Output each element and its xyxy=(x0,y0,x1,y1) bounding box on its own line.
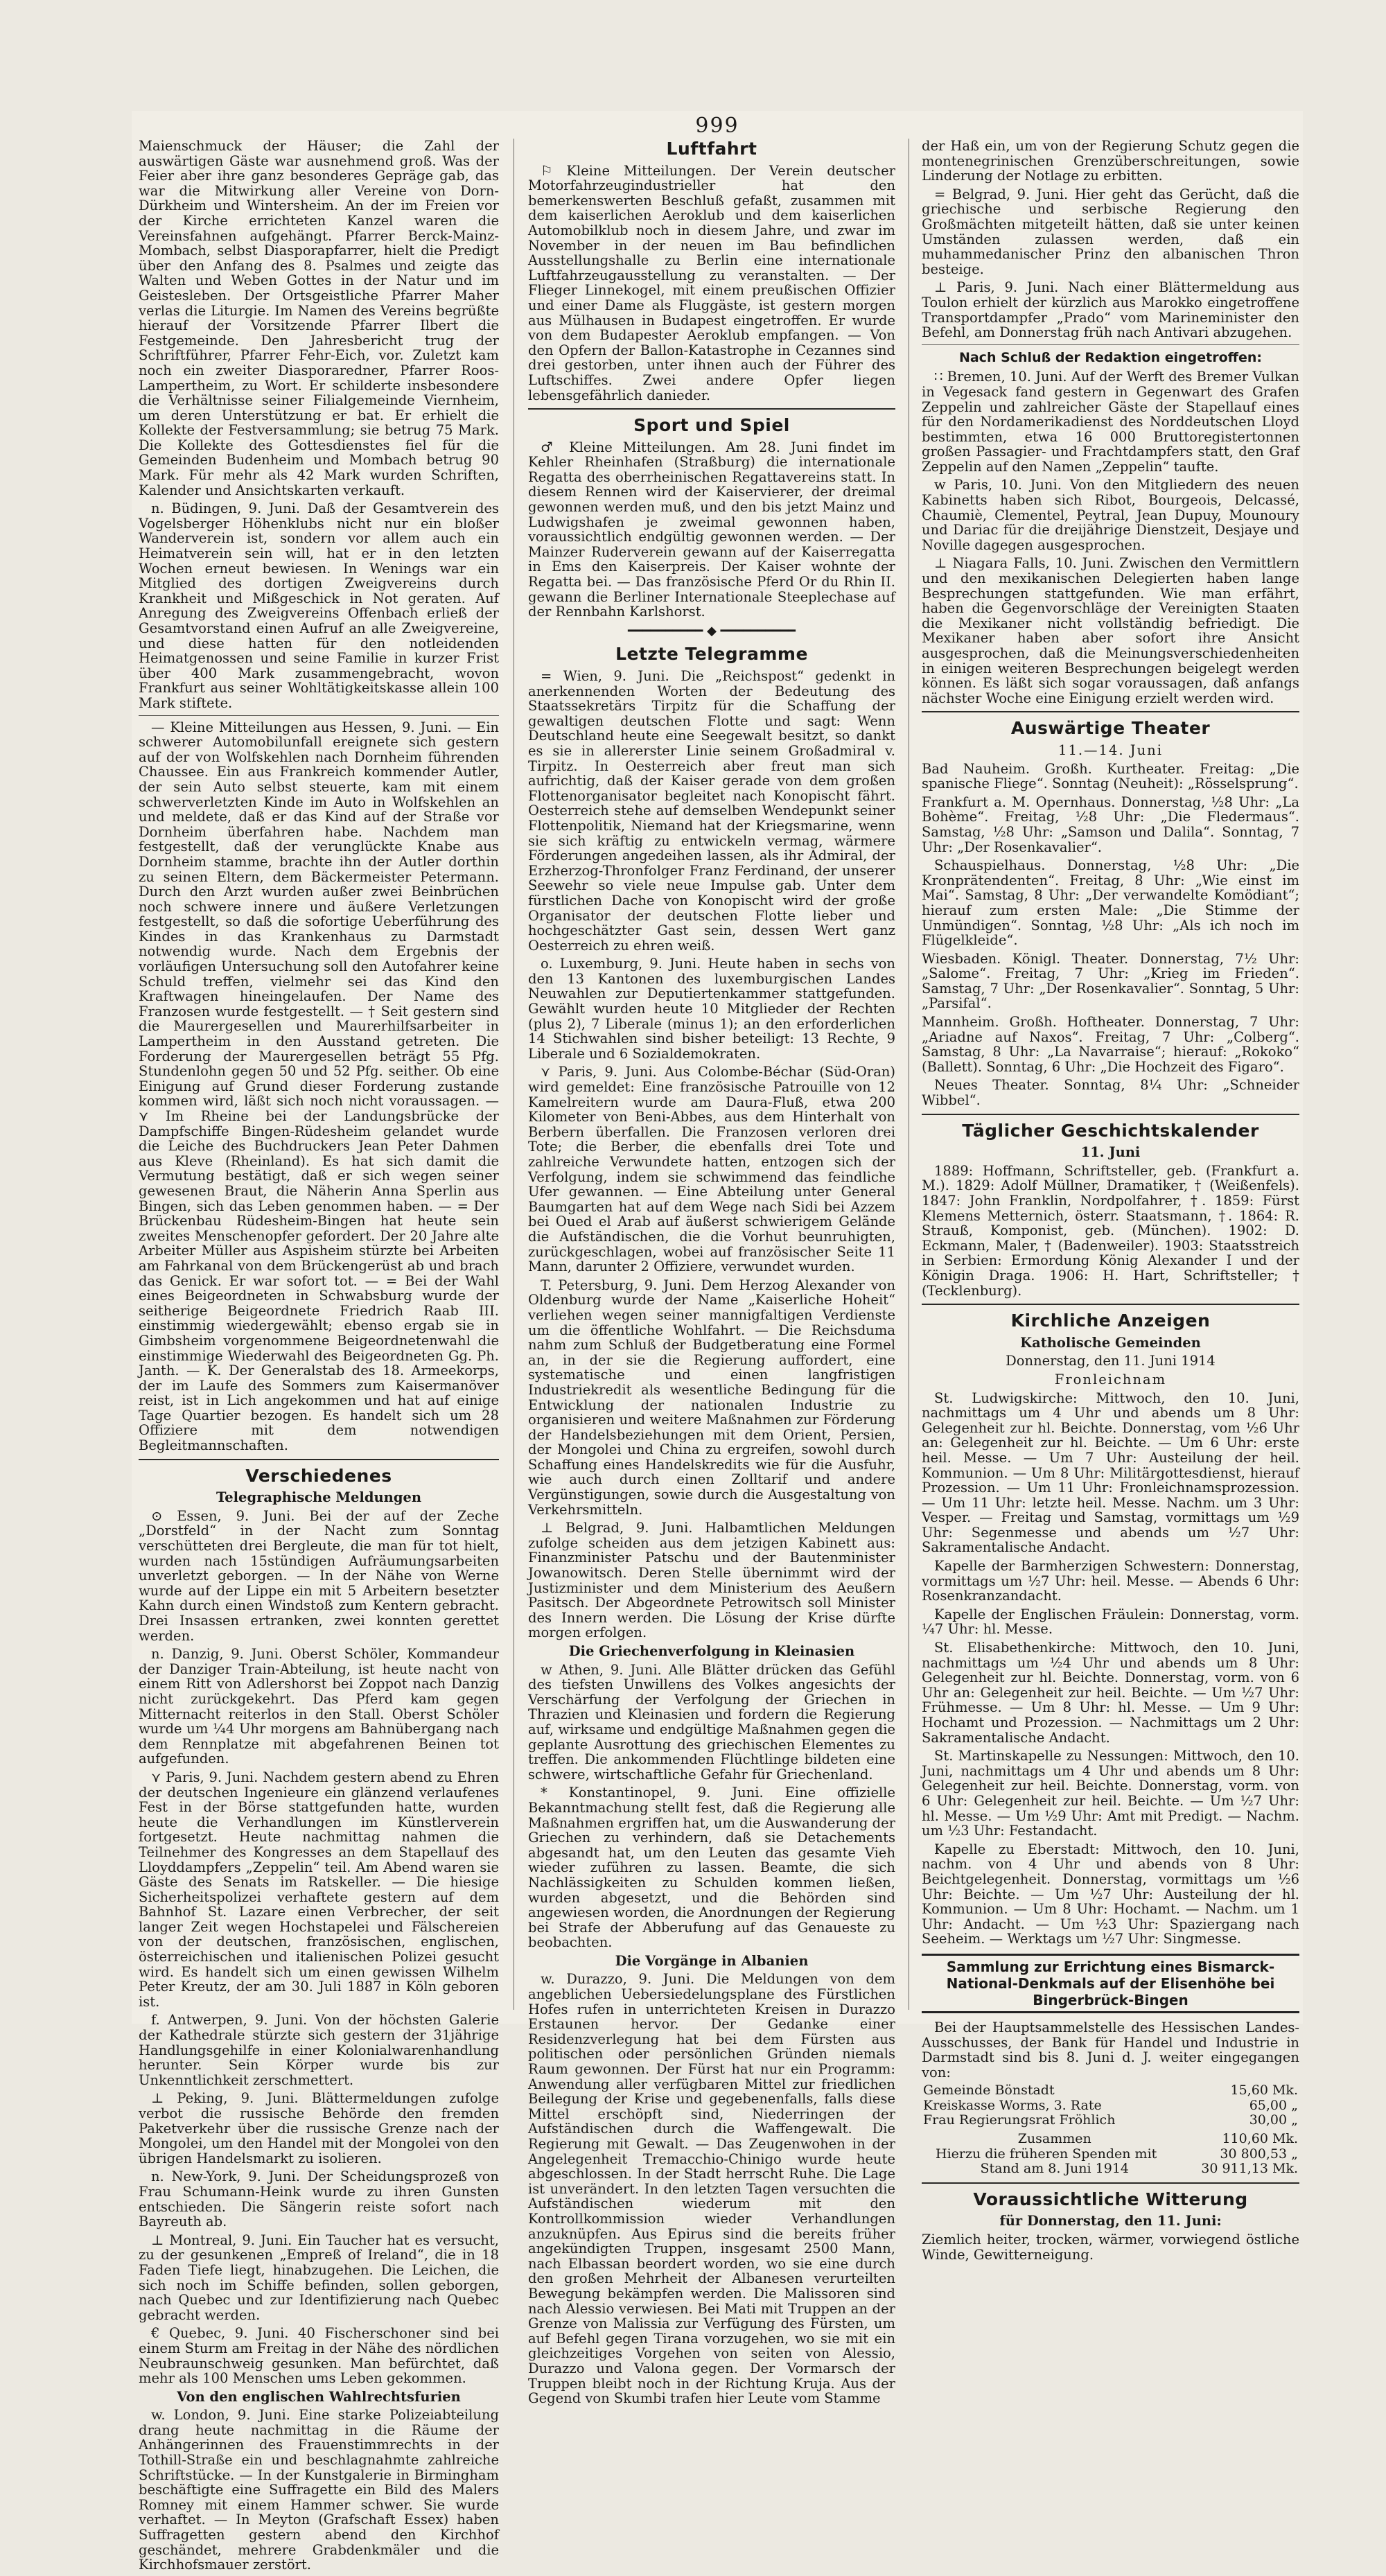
article-text: ⊥ Peking, 9. Juni. Blättermeldungen zufolge verbot die russische Behörde den fremden Paketverkehr über die russische Grenze nach der Mongolei, um den Handel mit der Mongolei von den übrigen Handelsmarkt zu isolieren. xyxy=(139,2090,499,2166)
article-text: T. Petersburg, 9. Juni. Dem Herzog Alexander von Oldenburg wurde der Name „Kaiserliche Hoheit“ verliehen wegen seiner mannigfaltigen Verdienste um die öffentliche Wohlfahrt. — Die Reichsduma nahm zum Schluß der Budgetberatung eine Formel an, in der sie die Regierung auffordert, eine systematische und einen langfristigen Industriekredit als wesentliche Bedingung für die Entwicklung der nationalen Industrie zu organisieren und weitere Maßnahmen zur Förderung der Handelsbeziehungen mit dem Orient, Persien, der Mongolei und China zu ergreifen, sowohl durch Schaffung eines Handelskredits wie für die Ausfuhr, wie auch durch einen Zolltarif und andere Vergünstigungen, sowie durch die Ausgestaltung von Verkehrsmitteln. xyxy=(528,1277,895,1518)
service-entry: St. Elisabethenkirche: Mittwoch, den 10. Juni, nachmittags um ½4 Uhr und abends um 8 Uhr: Gelegenheit zur hl. Beichte. Donnerstag, vorm. von 6 Uhr an: Gelegenheit zur heil. Beichte. — Um ½7 Uhr: Frühmesse. — Um 8 Uhr: hl. Messe. — Um 9 Uhr: Hochamt und Prozession. — Nachmittags um 2 Uhr: Sakramentalische Andacht. xyxy=(922,1640,1299,1746)
article-text: f. Antwerpen, 9. Juni. Von der höchsten Galerie der Kathedrale stürzte sich gestern der 31jährige Handlungsgehilfe in einer Kolonialwarenhandlung herunter. Sein Körper wurde bis zur Unkenntlichkeit zerschmettert. xyxy=(139,2012,499,2088)
subheading: Telegraphische Meldungen xyxy=(216,1489,422,1506)
article-text: ⊥ Montreal, 9. Juni. Ein Taucher hat es versucht, zu der gesunkenen „Empreß of Ireland“, die in 18 Faden Tiefe liegt, hinabzugehen. Die Leichen, die sich noch im Schiffe befinden, sollen geborgen, nach Quebec und zur Identifizierung nach Quebec gebracht werden. xyxy=(139,2232,499,2323)
divider xyxy=(528,408,895,410)
article-text: ⊙ Essen, 9. Juni. Bei der auf der Zeche „Dorstfeld“ in der Nacht zum Sonntag verschütteten drei Bergleute, die man für tot hielt, wurden nach 15stündigen Aufräumungsarbeiten unverletzt geborgen. — In der Nähe von Werne wurde auf der Lippe ein mit 5 Arbeitern besetzter Kahn durch einen Windstoß zum Kentern gebracht. Drei Insassen ertranken, zwei konnten gerettet werden. xyxy=(139,1507,499,1644)
donor-name: Kreiskasse Worms, 3. Rate xyxy=(923,2097,1102,2113)
donation-amount: 15,60 Mk. xyxy=(1230,2083,1298,2099)
prev-label: Hierzu die früheren Spenden mit xyxy=(936,2146,1157,2162)
article-text: w Paris, 10. Juni. Von den Mitgliedern des neuen Kabinetts haben sich Ribot, Bourgeois, Delcassé, Chaumiè, Clementel, Peytral, Jean Dupuy, Mounoury und Dariac für die dreijährige Dienstzeit, Desjaye und Noville dagegen ausgesprochen. xyxy=(922,477,1299,553)
article-text: ♂ Kleine Mitteilungen. Am 28. Juni findet im Kehler Rheinhafen (Straßburg) die internationale Regatta des oberrheinischen Regattavereins statt. In diesem Rennen wird der Kaiservierer, der dreimal gewonnen werden muß, und den bis jetzt Mainz und Ludwigshafen je zweimal gewonnen haben, voraussichtlich endgültig gewonnen werden. — Der Mainzer Ruderverein gewann auf der Kaiserregatta in Ems den Kaiserpreis. Der Kaiser wohnte der Regatta bei. — Das französische Pferd Or du Rhin II. gewann die Berliner Internationale Steeplechase auf der Rennbahn Karlshorst. xyxy=(528,439,895,620)
section-heading: Verschiedenes xyxy=(245,1465,392,1486)
donation-intro: Bei der Hauptsammelstelle des Hessischen Landes-Ausschusses, der Bank für Handel und Industrie in Darmstadt sind bis 8. Juni d. J. weiter eingegangen von: xyxy=(922,2019,1299,2080)
donation-amount: 30,00 „ xyxy=(1249,2112,1298,2128)
divider xyxy=(922,711,1299,712)
donor-name: Frau Regierungsrat Fröhlich xyxy=(923,2112,1116,2128)
total-label: Stand am 8. Juni 1914 xyxy=(980,2161,1129,2177)
divider xyxy=(922,1304,1299,1305)
article-text: w Athen, 9. Juni. Alle Blätter drücken das Gefühl des tiefsten Unwillens des Volkes angesichts der Verschärfung der Verfolgung der Griechen in Thrazien und Kleinasien und fordern die Regierung auf, wirksame und endgültige Maßnahmen gegen die geplante Ausrottung des griechischen Elementes zu treffen. Die ankommenden Flüchtlinge bildeten eine schwere, wirtschaftliche Gefahr für Griechenland. xyxy=(528,1661,895,1782)
theater-entry: Bad Nauheim. Großh. Kurtheater. Freitag: „Die spanische Fliege“. Sonntag (Neuheit): „Rösselsprung“. xyxy=(922,760,1299,792)
sum-label: Zusammen xyxy=(1017,2131,1091,2147)
table-row xyxy=(922,2147,1299,2162)
section-heading: Letzte Telegramme xyxy=(615,644,808,665)
donation-title: Sammlung zur Errichtung eines Bismarck-National-Denkmals auf der Elisenhöhe bei Bingerbrück-Bingen xyxy=(946,1958,1275,2008)
article-text: ⊥ Paris, 9. Juni. Nach einer Blättermeldung aus Toulon erhielt der kürzlich aus Marokko eingetroffene Transportdampfer „Prado“ vom Marineminister den Befehl, am Donnerstag früh nach Antivari abzugehen. xyxy=(922,279,1299,341)
weather-date: für Donnerstag, den 11. Juni: xyxy=(999,2213,1222,2229)
article-text: der Haß ein, um von der Regierung Schutz gegen die montenegrinischen Grenzüberschreitungen, sowie Linderung der Notlage zu erbitten. xyxy=(922,138,1299,184)
article-text: ⋎ Paris, 9. Juni. Aus Colombe-Béchar (Süd-Oran) wird gemeldet: Eine französische Patrouille von 12 Kamelreitern wurde am Daura-Fluß, etwa 200 Kilometer von Beni-Abbes, aus dem Hinterhalt von Berbern überfallen. Die Franzosen verloren drei Tote; die Berber, die ebenfalls drei Tote und zahlreiche Verwundete hatten, entzogen sich der Verfolgung, indem sie schwimmend das feindliche Ufer gewannen. — Eine Abteilung unter General Baumgarten hat auf dem Wege nach Sidi bei Azzem bei Oued el Arab auf äußerst schwierigem Gelände die Aufständischen, die die Vorhut beunruhigten, zurückgeschlagen, wobei auf französischer Seite 11 Mann, darunter 2 Offiziere, verwundet wurden. xyxy=(528,1064,895,1275)
service-entry: Kapelle der Englischen Fräulein: Donnerstag, vorm. ¼7 Uhr: hl. Messe. xyxy=(922,1606,1299,1638)
article-text: n. Danzig, 9. Juni. Oberst Schöler, Kommandeur der Danziger Train-Abteilung, ist heute nacht von einem Ritt von Adlershorst bei Zoppot nach Danzig nicht zurückgekehrt. Das Pferd kam gegen Mitternacht reiterlos in den Stall. Oberst Schöler wurde um ¼4 Uhr morgens am Bahnübergang nach dem Rennplatze mit abgefahrenen Beinen tot aufgefunden. xyxy=(139,1646,499,1767)
theater-entry: Neues Theater. Sonntag, 8¼ Uhr: „Schneider Wibbel“. xyxy=(922,1077,1299,1109)
divider xyxy=(922,1114,1299,1115)
article-text: w. Durazzo, 9. Juni. Die Meldungen von dem angeblichen Uebersiedelungsplane des Fürstlichen Hofes rufen in unterrichteten Kreisen in Durazzo Erstaunen hervor. Der Gedanke einer Residenzverlegung hat bei dem Fürsten aus politischen oder persönlichen Gründen niemals Raum gewonnen. Der Fürst hat nur ein Programm: Anwendung aller verfügbaren Mittel zur friedlichen Beilegung der Krise und gegebenenfalls, falls diese Mittel erschöpft sind, Niederringen der Aufständischen durch die Waffengewalt. Die Regierung mit Gewalt. — Das Zeugenwohen in der Angelegenheit Tremacchio-Chinigo wurde heute abgeschlossen. In der Stadt herrscht Ruhe. Die Lage ist unverändert. In den letzten Tagen versuchten die Aufständischen wiederum mit den Kontrollkommission wieder Verhandlungen anzuknüpfen. Aus Epirus sind die bereits früher angekündigten Truppen, insgesamt 2500 Mann, nach Elbassan beordert worden, wo sie eine durch den großen Mehrheit der Albanesen verurteilten Bewegung bekämpfen werden. Die Malissoren sind nach Alessio verwiesen. Bei Mati mit Truppen an der Grenze von Malissia zur Verfügung des Fürsten, um auf Befehl gegen Tirana vorzugehen, wo sie mit ein gleichzeitiges Vorgehen von seiten von Alessio, Durazzo und Valona gegen. Der Vormarsch der Truppen bleibt noch in der Richtung Kruja. Aus der Gegend von Skumbi trafen hier Leute vom Stamme xyxy=(528,1971,895,2407)
section-heading: Nach Schluß der Redaktion eingetroffen: xyxy=(958,349,1263,365)
donation-notice xyxy=(922,1954,1299,2013)
article-text: ⊥ Niagara Falls, 10. Juni. Zwischen den Vermittlern und den mexikanischen Delegierten haben lange Besprechungen stattgefunden. Wie man erfährt, haben die Gegenvorschläge der Vereinigten Staaten die Mexikaner nicht vollständig befriedigt. Die Mexikaner haben aber sofort ihre Ansicht ausgesprochen, daß die Meinungsverschiedenheiten in einigen weiteren Besprechungen beigelegt werden können. Es läßt sich sogar voraussagen, daß anfangs nächster Woche eine Einigung erzielt werden wird. xyxy=(922,555,1299,706)
column-3 xyxy=(922,139,1299,2266)
service-entry: Kapelle zu Eberstadt: Mittwoch, den 10. Juni, nachm. von 4 Uhr und abends von 8 Uhr: Beichtgelegenheit. Donnerstag, vormittags um ½6 Uhr: Beichte. — Um ½7 Uhr: Austeilung der hl. Kommunion. — Um 8 Uhr: Hochamt. — Nachm. um 1 Uhr: Andacht. — Um ½3 Uhr: Spaziergang nach Seeheim. — Werktags um ½7 Uhr: Singmesse. xyxy=(922,1841,1299,1947)
feast-name: Fronleichnam xyxy=(1054,1371,1167,1387)
prev-value: 30 800,53 „ xyxy=(1220,2146,1298,2162)
table-row xyxy=(922,2162,1299,2177)
weather-text: Ziemlich heiter, trocken, wärmer, vorwiegend östliche Winde, Gewitterneigung. xyxy=(922,2232,1299,2263)
article-text: € Quebec, 9. Juni. 40 Fischerschoner sind bei einem Sturm am Freitag in der Nähe des nördlichen Neubraunschweig gesunken. Man befürchtet, daß mehr als 100 Menschen ums Leben gekommen. xyxy=(139,2325,499,2387)
article-text: ⊥ Belgrad, 9. Juni. Halbamtlichen Meldungen zufolge scheiden aus dem jetzigen Kabinett aus: Finanzminister Patschu und der Bautenminister Jowanowitsch. Deren Stelle übernimmt wird der Justizminister und dem Ministerium des Aeußern Pasitsch. Der Abgeordnete Petrowitsch soll Minister des Innern werden. Die Lösung der Krise dürfte morgen erfolgen. xyxy=(528,1520,895,1641)
subheading: Die Vorgänge in Albanien xyxy=(615,1952,809,1969)
article-text: o. Luxemburg, 9. Juni. Heute haben in sechs von den 13 Kantonen des luxemburgischen Landes Neuwahlen zur Deputiertenkammer stattgefunden. Gewählt wurden heute 10 Mitglieder der Rechten (plus 2), 7 Liberale (minus 1); an den erforderlichen 14 Stichwahlen sind bisher beteiligt: 13 Rechte, 9 Liberale und 6 Sozialdemokraten. xyxy=(528,956,895,1062)
table-row xyxy=(922,2083,1299,2099)
section-heading: Sport und Spiel xyxy=(633,415,790,436)
section-heading: Kirchliche Anzeigen xyxy=(1010,1311,1211,1331)
section-heading: Luftfahrt xyxy=(666,139,757,159)
column-2 xyxy=(528,139,895,2410)
table-row xyxy=(922,2113,1299,2128)
table-row xyxy=(922,2099,1299,2114)
service-entry: Kapelle der Barmherzigen Schwestern: Donnerstag, vormittags um ½7 Uhr: heil. Messe. — Abends 6 Uhr: Rosenkranzandacht. xyxy=(922,1558,1299,1604)
ornament-divider: ━━━━━━━━━━ ◆ ━━━━━━━━━━ xyxy=(627,623,796,638)
calendar-date: 11. Juni xyxy=(1080,1144,1141,1161)
subheading: Von den englischen Wahlrechtsfurien xyxy=(177,2388,461,2405)
article-text: * Konstantinopel, 9. Juni. Eine offizielle Bekanntmachung stellt fest, daß die Regierung alle Maßnahmen ergriffen hat, um die Auswanderung der Griechen zu verhindern, daß sie Detachements abgesandt hat, um den Leuten das gesamte Vieh wieder zuführen zu lassen. Beamte, die sich Nachlässigkeiten zu Schulden kommen ließen, wurden abgesetzt, und die Behörden sind angewiesen worden, die Anordnungen der Regierung bei Strafe der Abberufung auf das Genaueste zu beobachten. xyxy=(528,1785,895,1951)
article-text: ⚐ Kleine Mitteilungen. Der Verein deutscher Motorfahrzeugindustrieller hat den bemerkenswerten Beschluß gefaßt, zusammen mit dem kaiserlichen Aeroklub und dem kaiserlichen Automobilklub noch in diesem Jahre, und zwar im November in der neuen im Bau befindlichen Ausstellungshalle zu Berlin eine internationale Luftfahrzeugausstellung zu veranstalten. — Der Flieger Linnekogel, mit einem preußischen Offizier und einer Dame als Fluggäste, ist gestern morgen aus Mülhausen in Budapest eingetroffen. Er wurde von dem Budapester Aeroklub empfangen. — Von den Opfern der Ballon-Katastrophe in Cezannes sind drei gestorben, unter ihnen auch der Führer des Luftschiffes. Zwei andere Opfer liegen lebensgefährlich danieder. xyxy=(528,162,895,403)
subheading: Die Griechenverfolgung in Kleinasien xyxy=(568,1643,855,1659)
service-date: Donnerstag, den 11. Juni 1914 xyxy=(1006,1353,1216,1369)
article-text: ∷ Bremen, 10. Juni. Auf der Werft des Bremer Vulkan in Vegesack fand gestern in Gegenwart des Grafen Zeppelin und zahlreicher Gäste der Stapellauf eines für den Nordamerikadienst des Norddeutschen Lloyd bestimmten, etwa 16 000 Bruttoregistertonnen großen Passagier- und Frachtdampfers statt, den Graf Zeppelin auf den Namen „Zeppelin“ taufte. xyxy=(922,369,1299,475)
theater-entry: Schauspielhaus. Donnerstag, ½8 Uhr: „Die Kronprätendenten“. Freitag, 8 Uhr: „Wie einst im Mai“. Samstag, 8 Uhr: „Der verwandelte Komödiant“; hierauf zum ersten Male: „Die Stimme der Unmündigen“. Sonntag, ½8 Uhr: „Als ich noch im Flügelkleide“. xyxy=(922,857,1299,949)
article-text: w. London, 9. Juni. Eine starke Polizeiabteilung drang heute nachmittag in die Räume der Anhängerinnen des Frauenstimmrechts in der Tothill-Straße ein und beschlagnahmte zahlreiche Schriftstücke. — In der Kunstgalerie in Birmingham beschäftigte eine Suffragette ein Bild des Malers Romney mit einem Hammer schwer. Sie wurde verhaftet. — In Meyton (Grafschaft Essex) haben Suffragetten gestern abend den Kirchhof geschändet, mehrere Grabdenkmäler und die Kirchhofsmauer zerstört. xyxy=(139,2407,499,2573)
newspaper-page xyxy=(132,111,1303,2573)
total-value: 30 911,13 Mk. xyxy=(1201,2161,1298,2177)
donation-totals xyxy=(922,2132,1299,2177)
table-row xyxy=(922,2132,1299,2147)
donation-table xyxy=(922,2083,1299,2128)
service-entry: St. Martinskapelle zu Nessungen: Mittwoch, den 10. Juni, nachmittags um 4 Uhr und abends um 8 Uhr: Gelegenheit zur heil. Beichte. Donnerstag, vorm. von 6 Uhr: Gelegenheit zur heil. Beichte. — Um ½7 Uhr: hl. Messe. — Um ½9 Uhr: Amt mit Predigt. — Nachm. um ½3 Uhr: Festandacht. xyxy=(922,1748,1299,1839)
article-text: = Belgrad, 9. Juni. Hier geht das Gerücht, daß die griechische und serbische Regierung den Großmächten mitgeteilt hätten, daß sie unter keinen Umständen zulassen werden, daß ein muhammedanischer Prinz den albanischen Thron besteige. xyxy=(922,186,1299,277)
divider xyxy=(922,2182,1299,2184)
calendar-text: 1889: Hoffmann, Schriftsteller, geb. (Frankfurt a. M.). 1829: Adolf Müllner, Dramatiker, † (Weißenfels). 1847: John Franklin, Nordpolfahrer, †. 1859: Fürst Klemens Metternich, österr. Staatsmann, †. 1864: R. Strauß, Komponist, geb. (München). 1902: D. Eckmann, Maler, † (Badenweiler). 1903: Staatsstreich in Serbien: Ermordung König Alexander I und der Königin Draga. 1906: H. Hart, Schriftsteller; † (Tecklenburg). xyxy=(922,1162,1299,1299)
section-heading: Auswärtige Theater xyxy=(1010,718,1211,739)
divider xyxy=(922,344,1299,345)
article-text: n. Büdingen, 9. Juni. Daß der Gesamtverein des Vogelsberger Höhenklubs nicht nur ein bloßer Wanderverein ist, sondern vor allem auch ein Heimatverein sein will, hat er in den letzten Wochen erneut bewiesen. In Wenings war ein Mitglied des dortigen Zweigvereins durch Krankheit und Mißgeschick in Not geraten. Auf Anregung des Zweigvereins Offenbach erließ der Gesamtvorstand einen Aufruf an alle Zweigvereine, und diese hatten für den notleidenden Heimatgenossen und seine Familie in kurzer Frist über 400 Mark zusammengebracht, wovon Frankfurt aus seiner Wohltätigkeitskasse allein 100 Mark stiftete. xyxy=(139,500,499,711)
article-text: Maienschmuck der Häuser; die Zahl der auswärtigen Gäste war ausnehmend groß. Was der Feier aber ihre ganz besonderes Gepräge gab, das war die Mitwirkung aller Vereine von Dorn-Dürkheim und Wintersheim. An der im Freien vor der Kirche errichteten Kanzel waren die Vereinsfahnen aufgehängt. Pfarrer Berck-Mainz-Mombach, selbst Diasporapfarrer, hielt die Predigt über den Anfang des 8. Psalmes und zeigte das Walten und Weben Gottes in der Natur und im Geistesleben. Der Ortsgeistliche Pfarrer Maher verlas die Liturgie. Im Namen des Vereins begrüßte hierauf der Vorsitzende Pfarrer Ilbert die Festgemeinde. Den Jahresbericht trug der Schriftführer, Pfarrer Fehr-Eich, vor. Zuletzt kam noch ein zweiter Diasporaredner, Pfarrer Roos-Lampertheim, zu Wort. Er schilderte insbesondere die Verhältnisse seiner Filialgemeinde Viernheim, um deren Unterstützung er bat. Er erhielt die Kollekte der Festversammlung; sie betrug 75 Mark. Die Kollekte des Gottesdienstes fiel für die Gemeinden Budenheim und Mombach betrug 90 Mark. Für mehr als 42 Mark wurden Schriften, Kalender und Ansichtskarten verkauft. xyxy=(139,138,499,498)
section-heading: Voraussichtliche Witterung xyxy=(973,2189,1248,2209)
subheading: Katholische Gemeinden xyxy=(1020,1334,1201,1351)
article-text: = Wien, 9. Juni. Die „Reichspost“ gedenkt in anerkennenden Worten der Bedeutung des Staatssekretärs Tirpitz für die Schaffung der gewaltigen deutschen Flotte und sagt: Wenn Deutschland heute eine Seegewalt besitzt, so dankt es sie in allererster Linie seinem Großadmiral v. Tirpitz. In Oesterreich aber freut man sich aufrichtig, daß der Kaiser gerade von dem großen Flottenorganisator begleitet nach Konopischt fährt. Oesterreich stehe auf demselben Wendepunkt seiner Flottenpolitik, Niemand hat der Kriegsmarine, wenn sie sich kräftig zu entwickeln vermag, wärmere Förderungen angedeihen lassen, als ihr Admiral, der Erzherzog-Thronfolger Franz Ferdinand, der unserer Seewehr so viele neue Impulse gab. Unter dem fürstlichen Dache von Konopischt wird der große Organisator der deutschen Flotte lieber und hochgeschätzter Gast sein, dessen Wert ganz Oesterreich zu ehren weiß. xyxy=(528,668,895,954)
service-entry: St. Ludwigskirche: Mittwoch, den 10. Juni, nachmittags um 4 Uhr und abends um 8 Uhr: Gelegenheit zur hl. Beichte. Donnerstag, vom ½6 Uhr an: Gelegenheit zur hl. Beichte. — Um 6 Uhr: erste heil. Messe. — Um 7 Uhr: Austeilung der heil. Kommunion. — Um 8 Uhr: Militärgottesdienst, hierauf Prozession. — Um 11 Uhr: Fronleichnamsprozession. — Um 11 Uhr: letzte heil. Messe. Nachm. um 3 Uhr: Vesper. — Freitag und Samstag, vormittags um ½9 Uhr: Segenmesse und abends um ½7 Uhr: Sakramentalische Andacht. xyxy=(922,1390,1299,1556)
theater-entry: Frankfurt a. M. Opernhaus. Donnerstag, ½8 Uhr: „La Bohème“. Freitag, ½8 Uhr: „Die Fledermaus“. Samstag, ½8 Uhr: „Samson und Dalila“. Sonntag, 7 Uhr: „Der Rosenkavalier“. xyxy=(922,794,1299,855)
theater-entry: Mannheim. Großh. Hoftheater. Donnerstag, 7 Uhr: „Ariadne auf Naxos“. Freitag, 7 Uhr: „Colberg“. Samstag, 8 Uhr: „La Navarraise“; hierauf: „Rokoko“ (Ballett). Sonntag, 6 Uhr: „Die Hochzeit des Figaro“. xyxy=(922,1014,1299,1075)
donation-amount: 65,00 „ xyxy=(1249,2097,1298,2113)
page-number: 999 xyxy=(695,114,739,138)
donor-name: Gemeinde Bönstadt xyxy=(923,2083,1055,2099)
column-1 xyxy=(139,139,499,2576)
theater-dates: 11.—14. Juni xyxy=(1058,742,1163,758)
article-text: ⋎ Paris, 9. Juni. Nachdem gestern abend zu Ehren der deutschen Ingenieure ein glänzend verlaufenes Fest in der Börse stattgefunden hatte, wurden heute die Verhandlungen im Künstlerverein fortgesetzt. Heute nachmittag nahmen die Teilnehmer des Kongresses an dem Stapellauf des Lloyddampfers „Zeppelin“ teil. Am Abend waren sie Gäste des Senats im Ratskeller. — Die hiesige Sicherheitspolizei verhaftete gestern auf dem Bahnhof St. Lazare einen Verbrecher, der seit langer Zeit wegen Hochstapelei und Fälschereien von der deutschen, französischen, englischen, österreichischen und italienischen Polizei gesucht wird. Es handelt sich um einen gewissen Wilhelm Peter Kreutz, der am 30. Juli 1887 in Köln geboren ist. xyxy=(139,1769,499,2010)
article-text: n. New-York, 9. Juni. Der Scheidungsprozeß von Frau Schumann-Heink wurde zu ihren Gunsten entschieden. Die Sängerin reiste sofort nach Bayreuth ab. xyxy=(139,2168,499,2230)
article-text: — Kleine Mitteilungen aus Hessen, 9. Juni. — Ein schwerer Automobilunfall ereignete sich gestern auf der von Wolfskehlen nach Dornheim führenden Chaussee. Ein aus Frankreich kommender Autler, der sein Auto selbst steuerte, kam mit einem schwerverletzten Kinde im Auto in Wolfskehlen an und meldete, daß er das Kind auf der Straße vor Dornheim überfahren habe. Nachdem man festgestellt, daß der verunglückte Knabe aus Dornheim stamme, brachte ihn der Autler dorthin zu seinen Eltern, dem Bäckermeister Petermann. Durch den Arzt wurden außer zwei Beinbrüchen noch schwere innere und äußere Verletzungen festgestellt, so daß die sofortige Ueberführung des Kindes in das Krankenhaus zu Darmstadt notwendig wurde. Nach dem Ergebnis der vorläufigen Untersuchung soll den Autofahrer keine Schuld treffen, vielmehr sei das Kind den Kraftwagen hineingelaufen. Der Name des Franzosen wurde festgestellt. — † Seit gestern sind die Maurergesellen und Maurerhilfsarbeiter in Lampertheim in den Ausstand getreten. Die Forderung der Maurergesellen beträgt 55 Pfg. Stundenlohn gegen 50 und 52 Pfg. seither. Ob eine Einigung auf Grund dieser Forderung zustande kommen wird, läßt sich noch nicht voraussagen. — ⋎ Im Rheine bei der Landungsbrücke der Dampfschiffe Bingen-Rüdesheim gelandet wurde die Leiche des Buchdruckers Jean Peter Dahmen aus Kleve (Rheinland). Es hat sich damit die Vermutung bestätigt, daß er sich wegen seiner gewesenen Braut, die Näherin Anna Sperlin aus Bingen, sich das Leben genommen haben. — = Der Brückenbau Rüdesheim-Bingen hat heute sein zweites Menschenopfer gefordert. Der 20 Jahre alte Arbeiter Müller aus Aspisheim stürzte bei Arbeiten am Fahrkanal von dem Brückengerüst ab und brach das Genick. Er war sofort tot. — = Bei der Wahl eines Beigeordneten in Schwabsburg wurde der seitherige Beigeordnete Friedrich Raab III. einstimmig wiedergewählt; ebenso ergab sie in Gimbsheim vorgenommene Beigeordnetenwahl die einstimmige Wiederwahl des Beigeordneten Gg. Ph. Janth. — K. Der Generalstab des 18. Armeekorps, der im Laufe des Sommers zum Kaisermanöver reist, ist in Lich angekommen und hat auf einige Tage Quartier bezogen. Es handelt sich um 28 Offiziere mit dem notwendigen Begleitmannschaften. xyxy=(139,719,499,1454)
divider xyxy=(139,1459,499,1460)
section-heading: Täglicher Geschichtskalender xyxy=(962,1120,1259,1141)
divider xyxy=(139,715,499,716)
theater-entry: Wiesbaden. Königl. Theater. Donnerstag, 7½ Uhr: „Salome“. Freitag, 7 Uhr: „Krieg im Frieden“. Samstag, 7 Uhr: „Der Rosenkavalier“. Sonntag, 5 Uhr: „Parsifal“. xyxy=(922,950,1299,1012)
sum-value: 110,60 Mk. xyxy=(1222,2131,1298,2147)
